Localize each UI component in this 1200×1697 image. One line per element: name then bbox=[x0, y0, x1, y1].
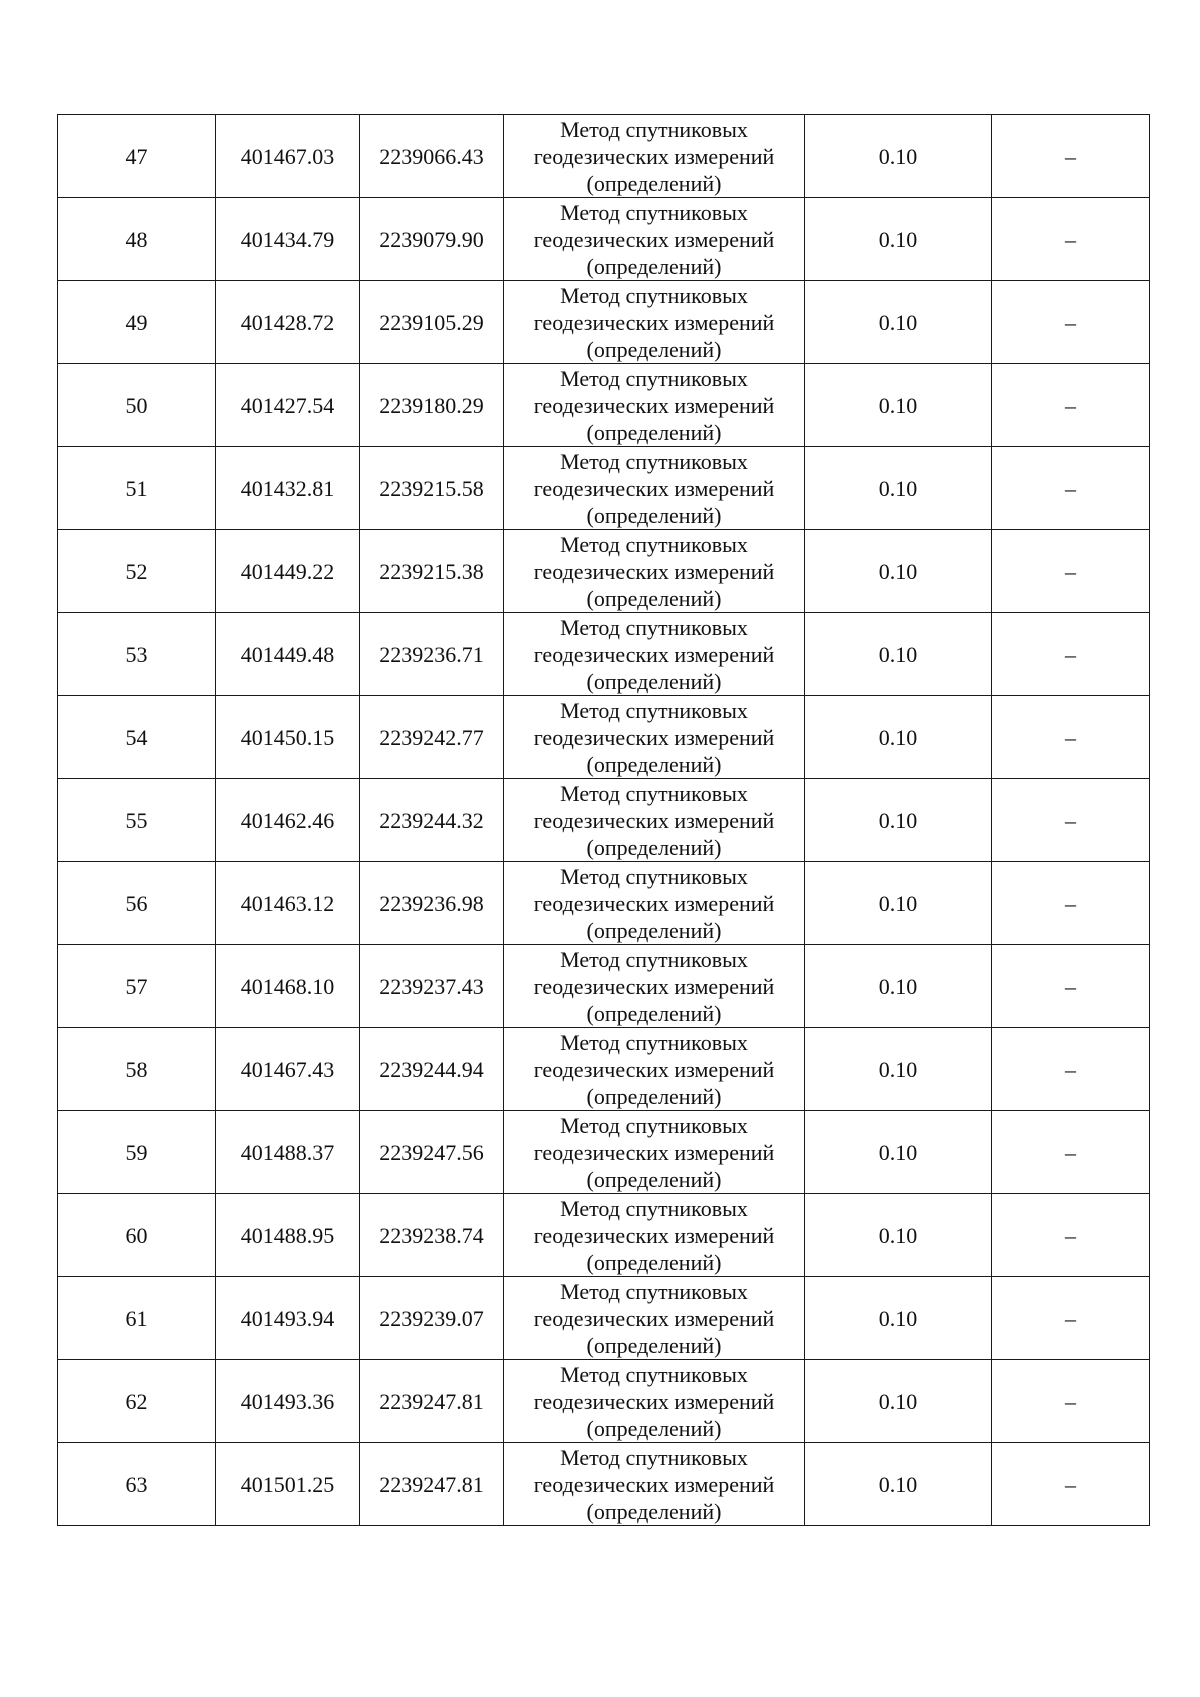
point-number-cell: 57 bbox=[58, 945, 216, 1028]
method-text: Метод спутниковых геодезических измерений (определений) bbox=[533, 1278, 775, 1358]
method-cell bbox=[504, 613, 805, 696]
method-cell bbox=[504, 115, 805, 198]
method-text: Метод спутниковых геодезических измерений (определений) bbox=[533, 946, 775, 1026]
method-text: Метод спутниковых геодезических измерений (определений) bbox=[533, 614, 775, 694]
x-coordinate-cell: 401493.36 bbox=[216, 1360, 360, 1443]
accuracy-cell: 0.10 bbox=[805, 1111, 992, 1194]
x-coordinate-cell: 401468.10 bbox=[216, 945, 360, 1028]
point-number-cell: 63 bbox=[58, 1443, 216, 1526]
table-row bbox=[58, 945, 1150, 1028]
method-cell bbox=[504, 779, 805, 862]
x-coordinate-cell: 401428.72 bbox=[216, 281, 360, 364]
accuracy-cell: 0.10 bbox=[805, 530, 992, 613]
note-cell: – bbox=[992, 1443, 1150, 1526]
y-coordinate-cell: 2239215.58 bbox=[360, 447, 504, 530]
method-cell bbox=[504, 1194, 805, 1277]
point-number-cell: 52 bbox=[58, 530, 216, 613]
point-number-cell: 50 bbox=[58, 364, 216, 447]
method-cell bbox=[504, 281, 805, 364]
y-coordinate-cell: 2239066.43 bbox=[360, 115, 504, 198]
y-coordinate-cell: 2239079.90 bbox=[360, 198, 504, 281]
table-row bbox=[58, 613, 1150, 696]
method-cell bbox=[504, 1443, 805, 1526]
table-row bbox=[58, 115, 1150, 198]
y-coordinate-cell: 2239247.81 bbox=[360, 1360, 504, 1443]
method-text: Метод спутниковых геодезических измерений (определений) bbox=[533, 282, 775, 362]
table-row bbox=[58, 696, 1150, 779]
y-coordinate-cell: 2239236.71 bbox=[360, 613, 504, 696]
accuracy-cell: 0.10 bbox=[805, 696, 992, 779]
table-row bbox=[58, 1277, 1150, 1360]
accuracy-cell: 0.10 bbox=[805, 364, 992, 447]
method-cell bbox=[504, 198, 805, 281]
note-cell: – bbox=[992, 198, 1150, 281]
y-coordinate-cell: 2239247.81 bbox=[360, 1443, 504, 1526]
y-coordinate-cell: 2239180.29 bbox=[360, 364, 504, 447]
point-number-cell: 60 bbox=[58, 1194, 216, 1277]
table-row bbox=[58, 530, 1150, 613]
note-cell: – bbox=[992, 779, 1150, 862]
y-coordinate-cell: 2239244.32 bbox=[360, 779, 504, 862]
table-row bbox=[58, 281, 1150, 364]
y-coordinate-cell: 2239239.07 bbox=[360, 1277, 504, 1360]
table-row bbox=[58, 1194, 1150, 1277]
table-row bbox=[58, 1360, 1150, 1443]
point-number-cell: 51 bbox=[58, 447, 216, 530]
method-text: Метод спутниковых геодезических измерений (определений) bbox=[533, 863, 775, 943]
method-text: Метод спутниковых геодезических измерений (определений) bbox=[533, 1112, 775, 1192]
accuracy-cell: 0.10 bbox=[805, 1277, 992, 1360]
method-cell bbox=[504, 945, 805, 1028]
note-cell: – bbox=[992, 862, 1150, 945]
note-cell: – bbox=[992, 696, 1150, 779]
accuracy-cell: 0.10 bbox=[805, 862, 992, 945]
y-coordinate-cell: 2239105.29 bbox=[360, 281, 504, 364]
method-text: Метод спутниковых геодезических измерений (определений) bbox=[533, 1444, 775, 1524]
x-coordinate-cell: 401467.03 bbox=[216, 115, 360, 198]
table-row bbox=[58, 1028, 1150, 1111]
method-cell bbox=[504, 696, 805, 779]
table-row bbox=[58, 862, 1150, 945]
accuracy-cell: 0.10 bbox=[805, 779, 992, 862]
x-coordinate-cell: 401449.22 bbox=[216, 530, 360, 613]
x-coordinate-cell: 401432.81 bbox=[216, 447, 360, 530]
method-cell bbox=[504, 1360, 805, 1443]
x-coordinate-cell: 401450.15 bbox=[216, 696, 360, 779]
method-cell bbox=[504, 1277, 805, 1360]
method-cell bbox=[504, 530, 805, 613]
accuracy-cell: 0.10 bbox=[805, 945, 992, 1028]
table-row bbox=[58, 198, 1150, 281]
method-text: Метод спутниковых геодезических измерений (определений) bbox=[533, 1029, 775, 1109]
point-number-cell: 62 bbox=[58, 1360, 216, 1443]
x-coordinate-cell: 401463.12 bbox=[216, 862, 360, 945]
accuracy-cell: 0.10 bbox=[805, 1028, 992, 1111]
x-coordinate-cell: 401467.43 bbox=[216, 1028, 360, 1111]
note-cell: – bbox=[992, 447, 1150, 530]
method-text: Метод спутниковых геодезических измерений (определений) bbox=[533, 448, 775, 528]
method-cell bbox=[504, 447, 805, 530]
note-cell: – bbox=[992, 530, 1150, 613]
y-coordinate-cell: 2239238.74 bbox=[360, 1194, 504, 1277]
accuracy-cell: 0.10 bbox=[805, 198, 992, 281]
note-cell: – bbox=[992, 364, 1150, 447]
point-number-cell: 59 bbox=[58, 1111, 216, 1194]
method-cell bbox=[504, 1111, 805, 1194]
table-row bbox=[58, 1111, 1150, 1194]
method-cell bbox=[504, 862, 805, 945]
accuracy-cell: 0.10 bbox=[805, 1443, 992, 1526]
method-text: Метод спутниковых геодезических измерений (определений) bbox=[533, 365, 775, 445]
x-coordinate-cell: 401488.95 bbox=[216, 1194, 360, 1277]
accuracy-cell: 0.10 bbox=[805, 1194, 992, 1277]
method-text: Метод спутниковых геодезических измерений (определений) bbox=[533, 116, 775, 196]
point-number-cell: 61 bbox=[58, 1277, 216, 1360]
x-coordinate-cell: 401434.79 bbox=[216, 198, 360, 281]
note-cell: – bbox=[992, 1194, 1150, 1277]
note-cell: – bbox=[992, 1277, 1150, 1360]
x-coordinate-cell: 401488.37 bbox=[216, 1111, 360, 1194]
method-text: Метод спутниковых геодезических измерений (определений) bbox=[533, 1361, 775, 1441]
point-number-cell: 56 bbox=[58, 862, 216, 945]
accuracy-cell: 0.10 bbox=[805, 613, 992, 696]
note-cell: – bbox=[992, 1028, 1150, 1111]
method-text: Метод спутниковых геодезических измерений (определений) bbox=[533, 199, 775, 279]
y-coordinate-cell: 2239242.77 bbox=[360, 696, 504, 779]
y-coordinate-cell: 2239236.98 bbox=[360, 862, 504, 945]
point-number-cell: 53 bbox=[58, 613, 216, 696]
point-number-cell: 48 bbox=[58, 198, 216, 281]
x-coordinate-cell: 401462.46 bbox=[216, 779, 360, 862]
note-cell: – bbox=[992, 281, 1150, 364]
note-cell: – bbox=[992, 613, 1150, 696]
method-text: Метод спутниковых геодезических измерений (определений) bbox=[533, 1195, 775, 1275]
note-cell: – bbox=[992, 945, 1150, 1028]
method-cell bbox=[504, 1028, 805, 1111]
accuracy-cell: 0.10 bbox=[805, 115, 992, 198]
y-coordinate-cell: 2239247.56 bbox=[360, 1111, 504, 1194]
point-number-cell: 54 bbox=[58, 696, 216, 779]
table-row bbox=[58, 364, 1150, 447]
x-coordinate-cell: 401501.25 bbox=[216, 1443, 360, 1526]
method-cell bbox=[504, 364, 805, 447]
y-coordinate-cell: 2239215.38 bbox=[360, 530, 504, 613]
point-number-cell: 58 bbox=[58, 1028, 216, 1111]
method-text: Метод спутниковых геодезических измерений (определений) bbox=[533, 531, 775, 611]
note-cell: – bbox=[992, 1360, 1150, 1443]
note-cell: – bbox=[992, 115, 1150, 198]
x-coordinate-cell: 401427.54 bbox=[216, 364, 360, 447]
point-number-cell: 49 bbox=[58, 281, 216, 364]
point-number-cell: 47 bbox=[58, 115, 216, 198]
point-number-cell: 55 bbox=[58, 779, 216, 862]
coordinates-table bbox=[57, 114, 1150, 1526]
accuracy-cell: 0.10 bbox=[805, 447, 992, 530]
y-coordinate-cell: 2239244.94 bbox=[360, 1028, 504, 1111]
x-coordinate-cell: 401449.48 bbox=[216, 613, 360, 696]
note-cell: – bbox=[992, 1111, 1150, 1194]
method-text: Метод спутниковых геодезических измерений (определений) bbox=[533, 697, 775, 777]
accuracy-cell: 0.10 bbox=[805, 1360, 992, 1443]
coordinates-table-body bbox=[58, 115, 1150, 1526]
table-row bbox=[58, 447, 1150, 530]
table-row bbox=[58, 779, 1150, 862]
method-text: Метод спутниковых геодезических измерений (определений) bbox=[533, 780, 775, 860]
y-coordinate-cell: 2239237.43 bbox=[360, 945, 504, 1028]
table-row bbox=[58, 1443, 1150, 1526]
accuracy-cell: 0.10 bbox=[805, 281, 992, 364]
x-coordinate-cell: 401493.94 bbox=[216, 1277, 360, 1360]
